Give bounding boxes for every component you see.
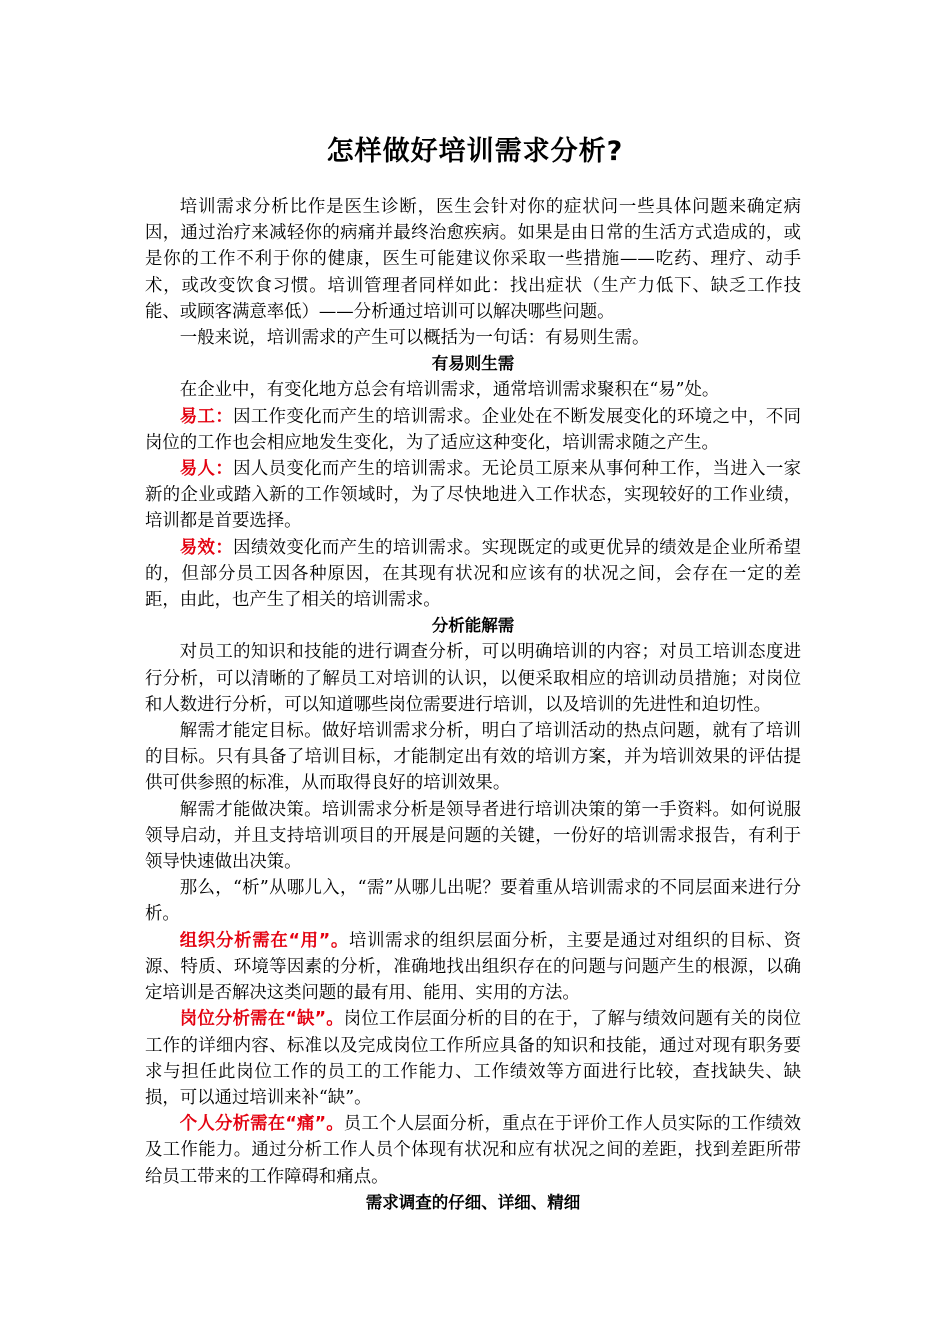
item-text: 员工个人层面分析，重点在于评价工作人员实际的工作绩效及工作能力。通过分析工作人员个体现有状况和应有状况之间的差距，找到差距所带给员工带来的工作障碍和痛点。 [145, 1114, 801, 1187]
document-title: 怎样做好培训需求分析? [326, 136, 624, 167]
item-position-analysis [145, 1006, 801, 1111]
section2-paragraph-2: 解需才能定目标。做好培训需求分析，明白了培训活动的热点问题，就有了培训的目标。只有具备了培训目标，才能制定出有效的培训方案，并为培训效果的评估提供可供参照的标准，从而取得良好的培训效果。 [145, 721, 801, 794]
item-label: 岗位分析需在“缺”。 [179, 1009, 344, 1030]
item-yi-xiao [145, 535, 801, 614]
section-heading-survey: 需求调查的仔细、详细、精细 [365, 1192, 581, 1212]
section2-paragraph-3: 解需才能做决策。培训需求分析是领导者进行培训决策的第一手资料。如何说服领导启动，并且支持培训项目的开展是问题的关键，一份好的培训需求报告，有利于领导快速做出决策。 [145, 799, 801, 873]
item-label: 组织分析需在“用”。 [179, 930, 349, 951]
item-label: 易工： [179, 406, 234, 427]
intro-paragraph-2: 一般来说，培训需求的产生可以概括为一句话：有易则生需。 [179, 328, 650, 349]
item-yi-gong [145, 404, 801, 456]
section2-paragraph-4: 那么，“析”从哪儿入，“需”从哪儿出呢？要着重从培训需求的不同层面来进行分析。 [145, 878, 801, 925]
intro-paragraph-1: 培训需求分析比作是医生诊断，医生会针对你的症状问一些具体问题来确定病因，通过治疗来减轻你的病痛并最终治愈疾病。如果是由日常的生活方式造成的，或是你的工作不利于你的健康，医生可能建议你采取一些措施——吃药、理疗、动手术，或改变饮食习惯。培训管理者同样如此：找出症状（生产力低下、缺乏工作技能、或顾客满意率低）——分析通过培训可以解决哪些问题。 [145, 197, 801, 322]
item-text: 培训需求的组织层面分析，主要是通过对组织的目标、资源、特质、环境等因素的分析，准确地找出组织存在的问题与问题产生的根源，以确定培训是否解决这类问题的最有用、能用、实用的方法。 [145, 930, 801, 1004]
item-label: 个人分析需在“痛”。 [179, 1114, 344, 1135]
section1-lead: 在企业中，有变化地方总会有培训需求，通常培训需求聚积在“易”处。 [179, 380, 720, 401]
item-organization-analysis [145, 928, 801, 1007]
item-yi-ren [145, 456, 801, 535]
item-individual-analysis [145, 1111, 801, 1190]
section2-paragraph-1: 对员工的知识和技能的进行调查分析，可以明确培训的内容；对员工培训态度进行分析，可以清晰的了解员工对培训的认识，以便采取相应的培训动员措施；对岗位和人数进行分析，可以知道哪些岗位需要进行培训，以及培训的先进性和迫切性。 [145, 642, 801, 715]
item-text: 因工作变化而产生的培训需求。企业处在不断发展变化的环境之中，不同岗位的工作也会相应地发生变化，为了适应这种变化，培训需求随之产生。 [145, 406, 801, 453]
section-heading-analysis: 分析能解需 [431, 616, 515, 636]
item-label: 易效： [179, 537, 234, 558]
item-text: 因人员变化而产生的培训需求。无论员工原来从事何种工作，当进入一家新的企业或踏入新的工作领域时，为了尽快地进入工作状态，实现较好的工作业绩，培训都是首要选择。 [145, 459, 801, 532]
section-heading-change: 有易则生需 [431, 354, 515, 374]
item-text: 岗位工作层面分析的目的在于，了解与绩效问题有关的岗位工作的详细内容、标准以及完成岗位工作所应具备的知识和技能，通过对现有职务要求与担任此岗位工作的员工的工作能力、工作绩效等方面进行比较，查找缺失、缺损，可以通过培训来补“缺”。 [145, 1009, 801, 1108]
document-body [145, 194, 801, 1216]
item-text: 因绩效变化而产生的培训需求。实现既定的或更优异的绩效是企业所希望的，但部分员工因各种原因，在其现有状况和应该有的状况之间，会存在一定的差距，由此，也产生了相关的培训需求。 [145, 537, 801, 611]
item-label: 易人： [179, 459, 234, 480]
